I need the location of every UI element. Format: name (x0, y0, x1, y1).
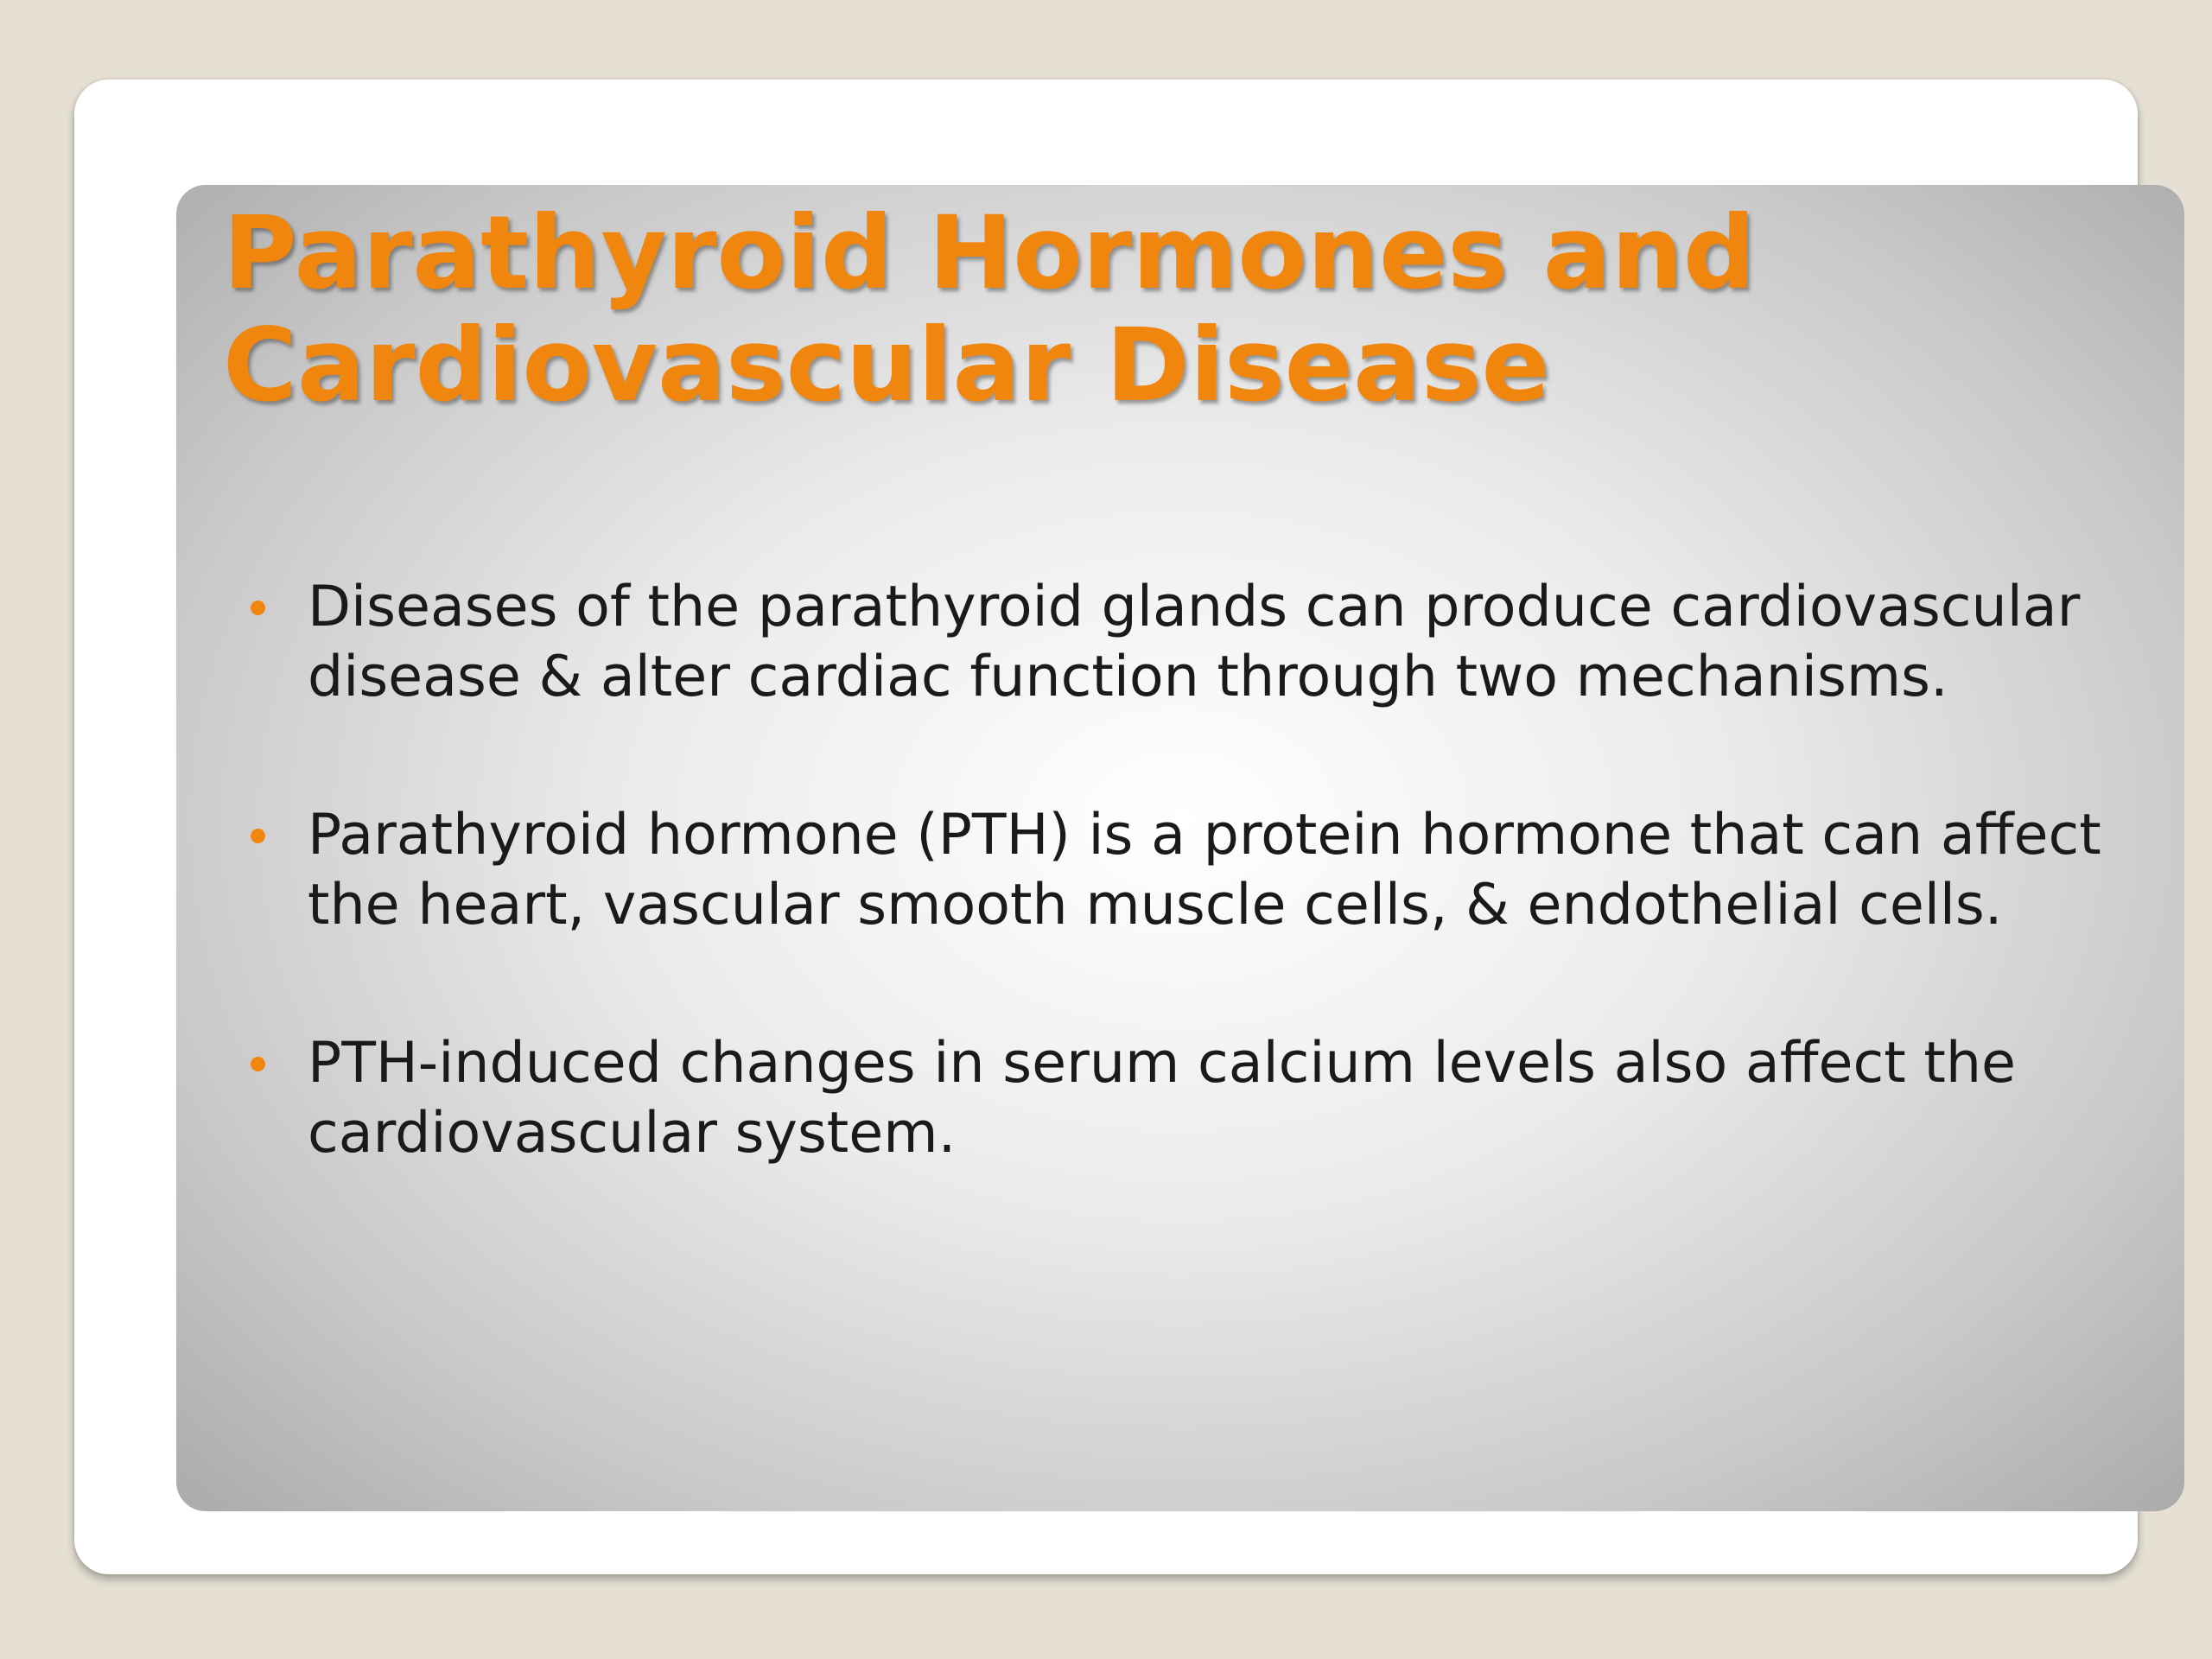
slide-frame (74, 79, 2138, 1574)
round-bullet-icon (251, 601, 265, 615)
round-bullet-icon (251, 829, 265, 843)
round-bullet-icon (251, 1057, 265, 1071)
bullet-text: Parathyroid hormone (PTH) is a protein hormone that can affect the heart, vascular smooth muscle cells, & endothelial cells. (308, 803, 2101, 938)
bullet-list (308, 572, 2165, 1256)
slide-canvas (176, 185, 2184, 1511)
slide-title (223, 194, 1756, 424)
slide-title-line-1: Parathyroid Hormones and (223, 194, 1756, 312)
bullet-item (308, 800, 2165, 940)
bullet-item (308, 1028, 2165, 1168)
bullet-text: PTH-induced changes in serum calcium levels also affect the cardiovascular system. (308, 1031, 2017, 1166)
bullet-item (308, 572, 2165, 712)
bullet-text: Diseases of the parathyroid glands can produce cardiovascular disease & alter cardiac function through two mechanisms. (308, 575, 2081, 709)
slide-title-line-2: Cardiovascular Disease (223, 306, 1550, 424)
